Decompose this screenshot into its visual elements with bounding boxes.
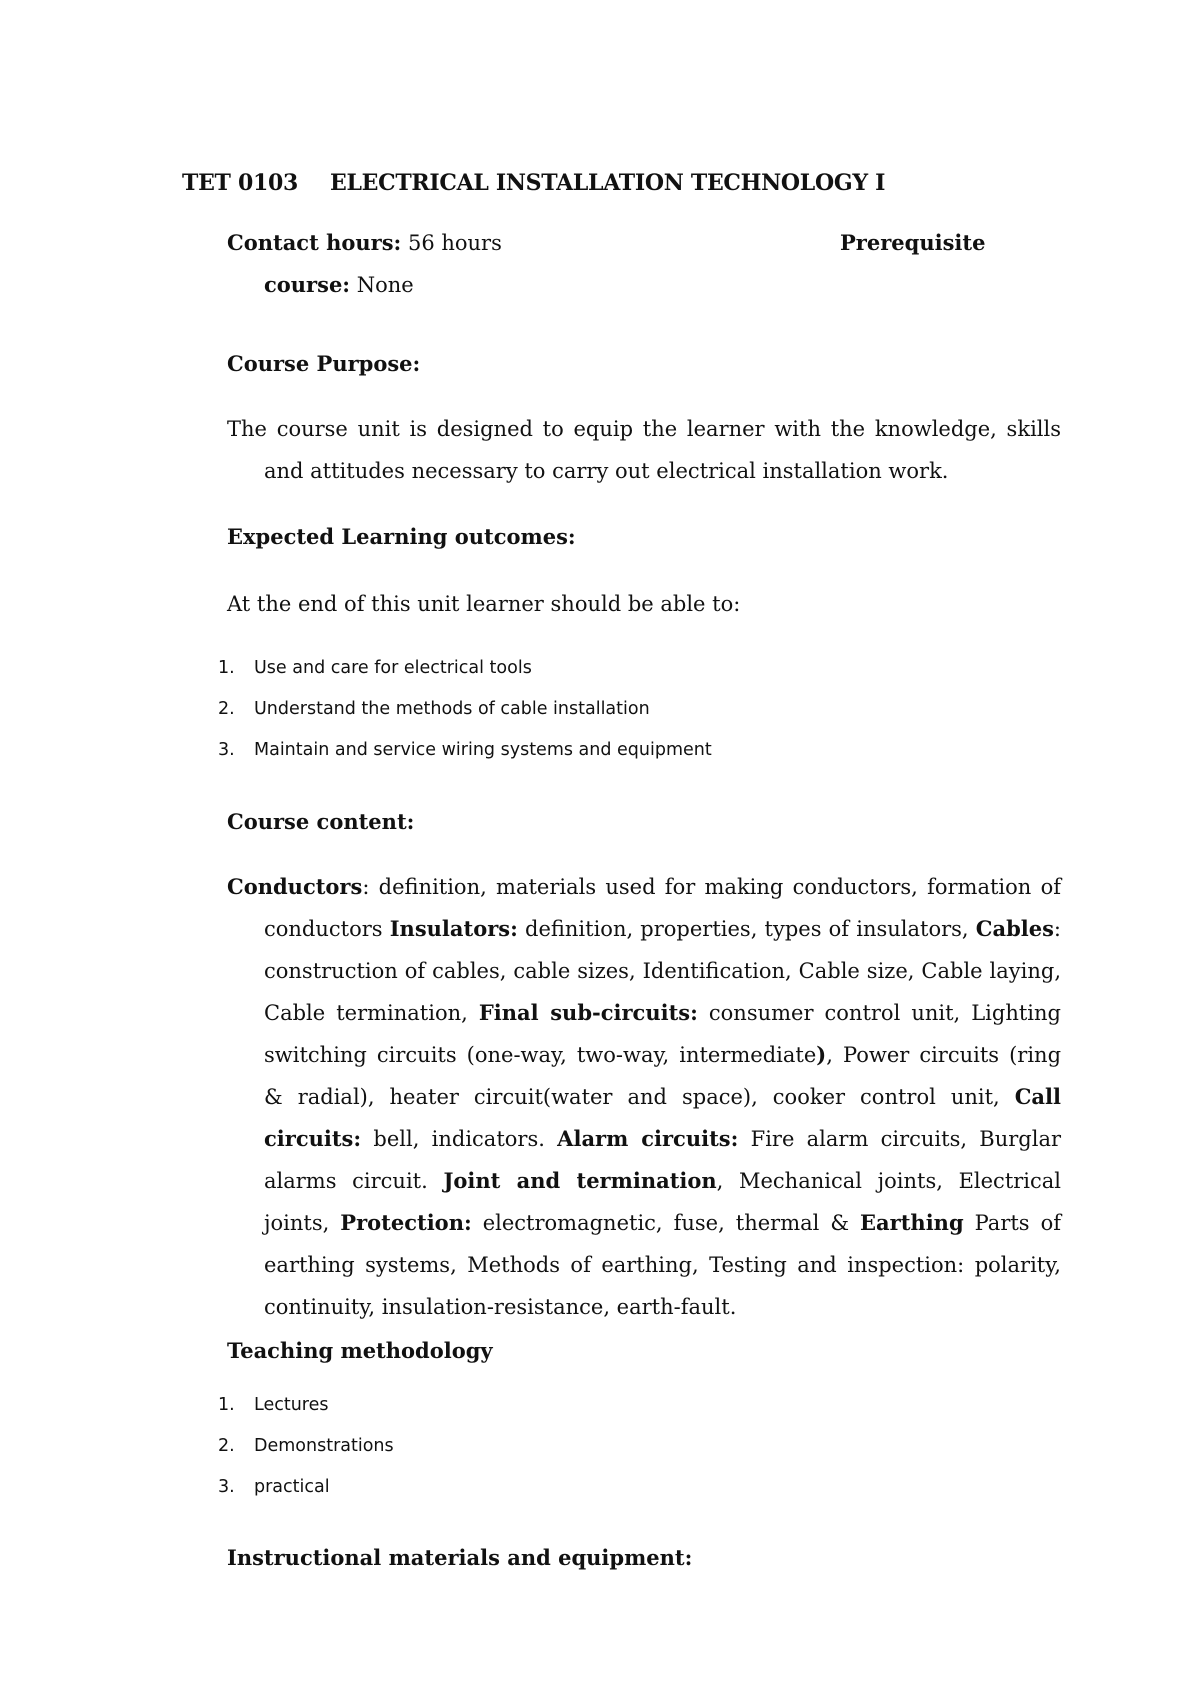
content-segment: ) [816,1042,827,1067]
prerequisite-line [264,264,414,306]
content-segment: Conductors [227,874,363,899]
content-segment: Insulators: [389,916,518,941]
course-purpose-text: The course unit is designed to equip the learner with the knowledge, skills and attitudes necessary to carry out electrical installation work. [227,417,1061,483]
list-item: 1. Lectures [218,1395,329,1415]
course-purpose-heading: Course Purpose: [227,351,421,376]
content-segment: Parts of earthing systems, Methods of earthing, Testing and inspection: polarity, continuity, insulation-resistance, earth-fault. [264,1211,1062,1319]
prerequisite-value: None [356,273,414,297]
prerequisite-course-label: course: [264,272,351,297]
content-segment: : construction of cables, cable sizes, Identification, Cable size, Cable laying, Cable termination, [264,917,1061,1025]
contact-hours-label: Contact hours: [227,230,402,255]
contact-hours-value: 56 hours [407,231,502,255]
course-title-line [182,170,885,196]
content-segment: Protection: [340,1210,472,1235]
content-segment: consumer control unit, Lighting switching circuits (one-way, two-way, intermediate [264,1001,1061,1067]
course-content-paragraph [227,866,1061,1328]
content-segment: definition, properties, types of insulators, [517,917,976,941]
contact-hours-line [227,222,502,264]
course-content-heading: Course content: [227,809,415,834]
content-segment: Final sub-circuits: [478,1000,698,1025]
list-item: 3. practical [218,1477,330,1497]
content-segment: Cables [975,916,1054,941]
teaching-methodology-heading: Teaching methodology [227,1338,493,1363]
content-segment: Call circuits: [264,1084,1061,1151]
content-segment: , Mechanical joints, Electrical joints, [264,1169,1062,1235]
list-item: 3. Maintain and service wiring systems and equipment [218,740,712,760]
content-segment: bell, indicators. [361,1127,558,1151]
list-item: 2. Demonstrations [218,1436,394,1456]
course-title: ELECTRICAL INSTALLATION TECHNOLOGY I [330,170,886,196]
learning-outcomes-heading: Expected Learning outcomes: [227,524,576,549]
learning-outcomes-list [218,648,712,771]
content-segment: Fire alarm circuits, Burglar alarms circuit. [264,1127,1062,1193]
content-segment: : definition, materials used for making conductors, formation of conductors [264,875,1061,941]
instructional-materials-heading: Instructional materials and equipment: [227,1545,693,1570]
prerequisite-label: Prerequisite [840,230,986,255]
content-segment: Alarm circuits: [557,1126,739,1151]
teaching-methodology-list [218,1385,394,1508]
content-segment: electromagnetic, fuse, thermal & [471,1211,861,1235]
learning-outcomes-intro: At the end of this unit learner should be able to: [227,592,741,616]
list-item: 1. Use and care for electrical tools [218,658,532,678]
content-segment: Earthing [860,1210,964,1235]
list-item: 2. Understand the methods of cable installation [218,699,650,719]
content-segment: , Power circuits (ring & radial), heater circuit(water and space), cooker control unit, [264,1043,1062,1109]
course-code: TET 0103 [182,170,299,196]
content-segment: Joint and termination [443,1168,717,1193]
